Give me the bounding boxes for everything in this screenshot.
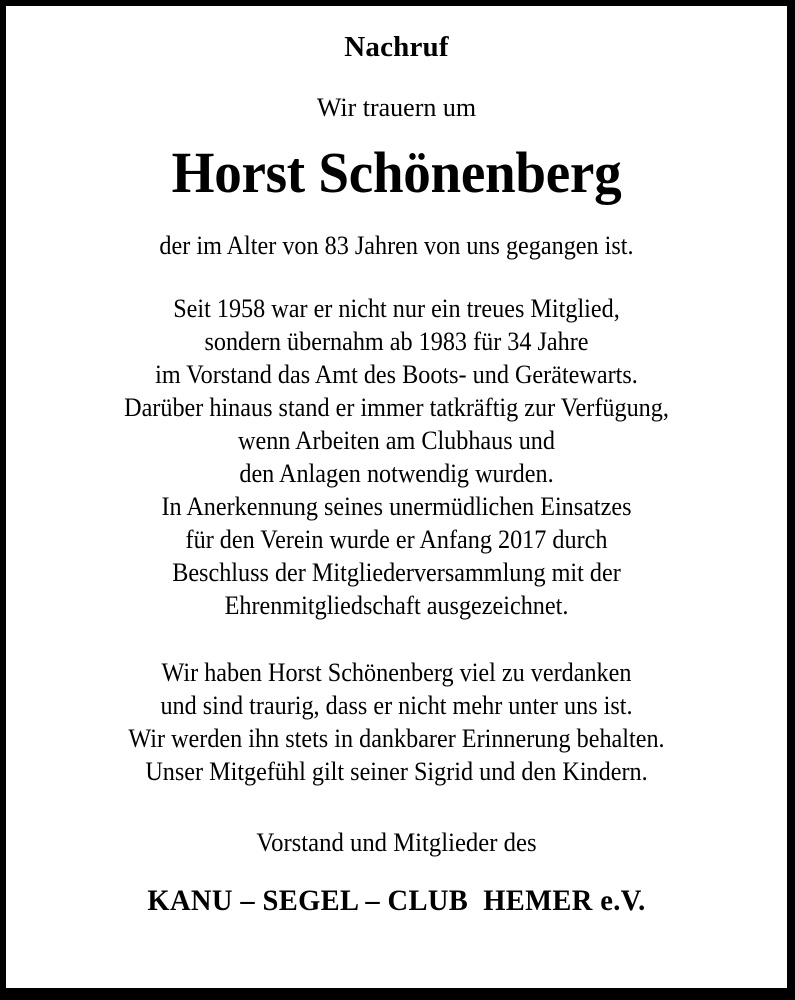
paragraph-line: Darüber hinaus stand er immer tatkräftig zur Verfügung,	[124, 393, 669, 422]
tribute-paragraph	[41, 656, 752, 788]
notice-content	[6, 6, 787, 988]
deceased-age-line: der im Alter von 83 Jahren von uns gegangen ist.	[159, 231, 634, 260]
paragraph-line: Ehrenmitgliedschaft ausgezeichnet.	[224, 591, 569, 620]
mourning-lead-text: Wir trauern um	[316, 93, 477, 122]
paragraph-line: sondern übernahm ab 1983 für 34 Jahre	[204, 327, 589, 356]
paragraph-line: Beschluss der Mitgliederversammlung mit der	[172, 558, 621, 587]
page-title: Nachruf	[344, 31, 449, 63]
paragraph-line: den Anlagen notwendig wurden.	[239, 459, 554, 488]
paragraph-line: und sind traurig, dass er nicht mehr unter uns ist.	[160, 691, 633, 720]
club-name: KANU – SEGEL – CLUB HEMER e.V.	[147, 884, 646, 917]
signature-signoff: Vorstand und Mitglieder des	[256, 828, 537, 857]
deceased-name: Horst Schönenberg	[171, 140, 622, 205]
paragraph-line: für den Verein wurde er Anfang 2017 durch	[185, 525, 608, 554]
paragraph-line: im Vorstand das Amt des Boots- und Gerätewarts.	[155, 360, 638, 389]
paragraph-line: Unser Mitgefühl gilt seiner Sigrid und den Kindern.	[145, 757, 648, 786]
paragraph-line: Seit 1958 war er nicht nur ein treues Mitglied,	[173, 294, 620, 323]
paragraph-line: wenn Arbeiten am Clubhaus und	[238, 426, 555, 455]
paragraph-line: Wir haben Horst Schönenberg viel zu verdanken	[161, 658, 632, 687]
paragraph-line: Wir werden ihn stets in dankbarer Erinnerung behalten.	[128, 724, 665, 753]
service-paragraph	[41, 292, 752, 622]
paragraph-line: In Anerkennung seines unermüdlichen Einsatzes	[161, 492, 632, 521]
